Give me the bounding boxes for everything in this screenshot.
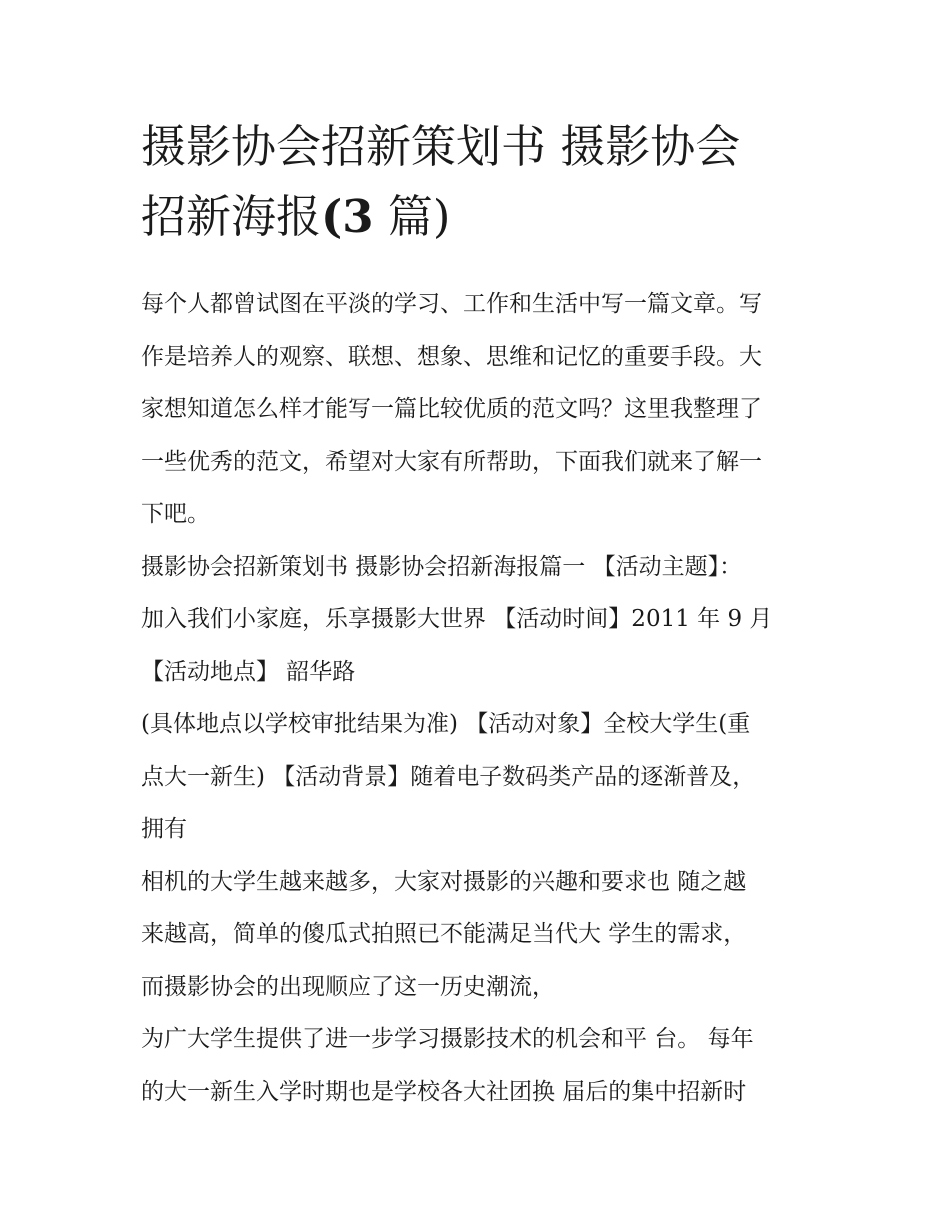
paragraph-line: 拥有 [141,816,187,842]
paragraph-line: 一些优秀的范文，希望对大家有所帮助，下面我们就来了解一 [141,448,762,475]
paragraph-line: 来越高，简单的傻瓜式拍照已不能满足当代大 学生的需求， [141,921,747,947]
paragraph-opportunity [141,1013,813,1118]
paragraph-line: 点大一新生) 【活动背景】随着电子数码类产品的逐渐普及， [141,763,756,790]
title-suffix: 篇) [373,190,451,243]
paragraph-line: 而摄影协会的出现顺应了这一历史潮流， [141,973,555,1000]
paragraph-line: 相机的大学生越来越多，大家对摄影的兴趣和要求也 随之越 [141,868,747,895]
paragraph-background [141,856,813,1014]
paragraph-intro [141,278,813,541]
title-text: 招新海报 [141,190,322,243]
paragraph-line: 摄影协会招新策划书 摄影协会招新海报篇一 【活动主题】： [141,553,743,580]
paragraph-line: 作是培养人的观察、联想、想象、思维和记忆的重要手段。大 [141,343,762,370]
paragraph-line: 每个人都曾试图在平淡的学习、工作和生活中写一篇文章。写 [141,291,762,317]
paragraph-activity-info [141,541,813,699]
paragraph-line: 为广大学生提供了进一步学习摄影技术的机会和平 台。 每年 [141,1026,754,1052]
title-line-2 [141,182,813,252]
paragraph-line: 家想知道怎么样才能写一篇比较优质的范文吗？这里我整理了 [141,396,762,422]
paragraph-activity-target [141,698,813,856]
document-title [141,112,813,252]
title-line-1: 摄影协会招新策划书 摄影协会 [141,120,741,173]
paragraph-line: 的大一新生入学时期也是学校各大社团换 届后的集中招新时 [141,1078,747,1105]
document-content [141,112,813,1118]
paragraph-line: 下吧。 [141,501,210,527]
paragraph-line: (具体地点以学校审批结果为准) 【活动对象】全校大学生(重 [141,711,751,737]
title-count: (3 [321,190,374,243]
paragraph-line: 加入我们小家庭，乐享摄影大世界 【活动时间】2011 年 9 月 [141,606,773,632]
paragraph-line: 【活动地点】 韶华路 [141,658,356,685]
